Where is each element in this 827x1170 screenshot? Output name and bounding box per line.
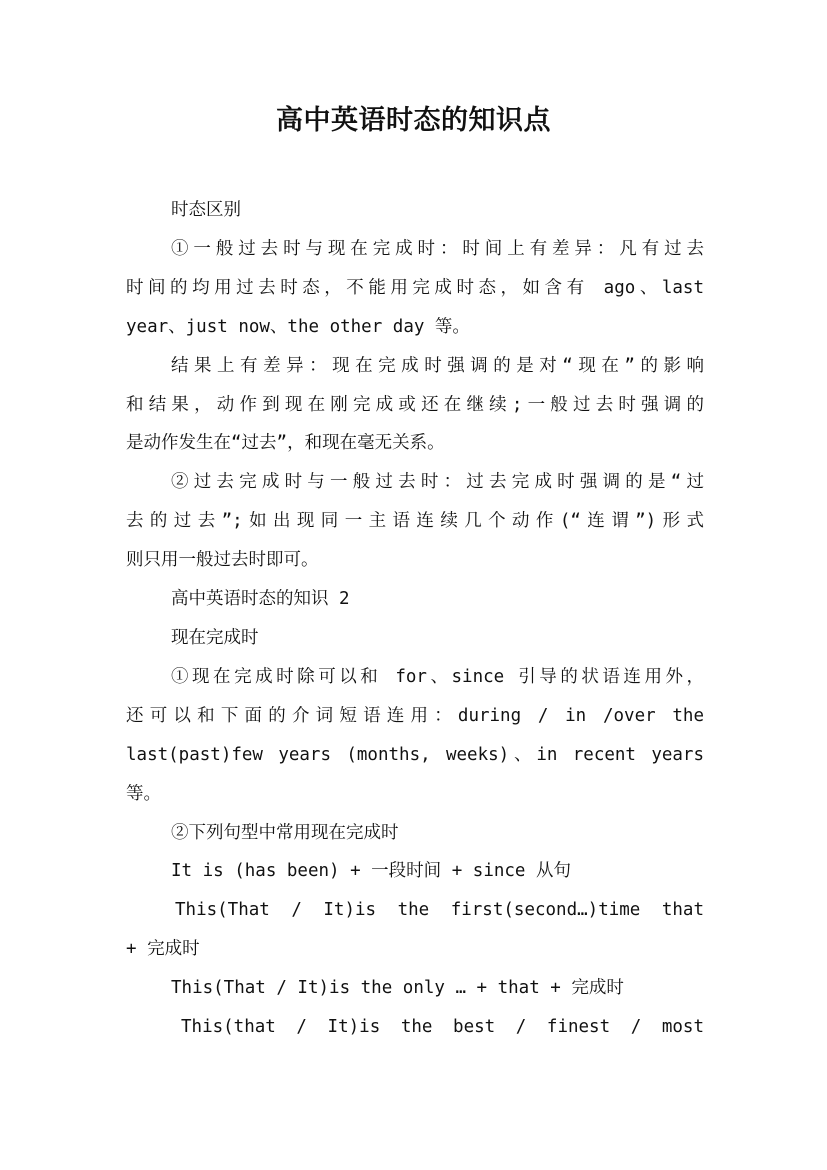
body-line: 和结果，动作到现在刚完成或还在继续;一般过去时强调的 bbox=[126, 394, 704, 415]
document-body bbox=[126, 191, 704, 1047]
body-line: + 完成时 bbox=[126, 939, 200, 960]
body-line: 等。 bbox=[126, 783, 161, 804]
body-line: 结果上有差异：现在完成时强调的是对“现在”的影响 bbox=[171, 355, 704, 376]
body-line: last(past)few years (months, weeks)、in recent years bbox=[126, 744, 704, 765]
body-line: 时态区别 bbox=[171, 200, 241, 220]
body-line: This(That / It)is the first(second…)time that bbox=[175, 900, 704, 921]
body-line: 时间的均用过去时态，不能用完成时态，如含有 ago、last bbox=[126, 277, 704, 298]
body-line: year、just now、the other day 等。 bbox=[126, 316, 470, 337]
body-line: ②过去完成时与一般过去时：过去完成时强调的是“过 bbox=[171, 472, 704, 493]
body-line: 是动作发生在“过去”，和现在毫无关系。 bbox=[126, 433, 445, 454]
body-line: 现在完成时 bbox=[171, 627, 259, 648]
body-line: This(that / It)is the best / finest / most bbox=[181, 1017, 704, 1038]
body-line: It is (has been) + 一段时间 + since 从句 bbox=[171, 861, 572, 882]
body-line: 去的过去”;如出现同一主语连续几个动作(“连谓”)形式 bbox=[126, 511, 704, 532]
body-line: 还可以和下面的介词短语连用：during / in /over the bbox=[126, 705, 704, 726]
body-line: ①现在完成时除可以和 for、since 引导的状语连用外， bbox=[171, 666, 704, 687]
body-line: ②下列句型中常用现在完成时 bbox=[171, 822, 399, 843]
body-line: 则只用一般过去时即可。 bbox=[126, 550, 319, 571]
body-line: This(That / It)is the only … + that + 完成时 bbox=[171, 978, 624, 999]
body-line: 高中英语时态的知识 2 bbox=[171, 589, 350, 610]
body-line: ①一般过去时与现在完成时：时间上有差异：凡有过去 bbox=[171, 238, 704, 259]
document-title: 高中英语时态的知识点 bbox=[276, 105, 551, 136]
